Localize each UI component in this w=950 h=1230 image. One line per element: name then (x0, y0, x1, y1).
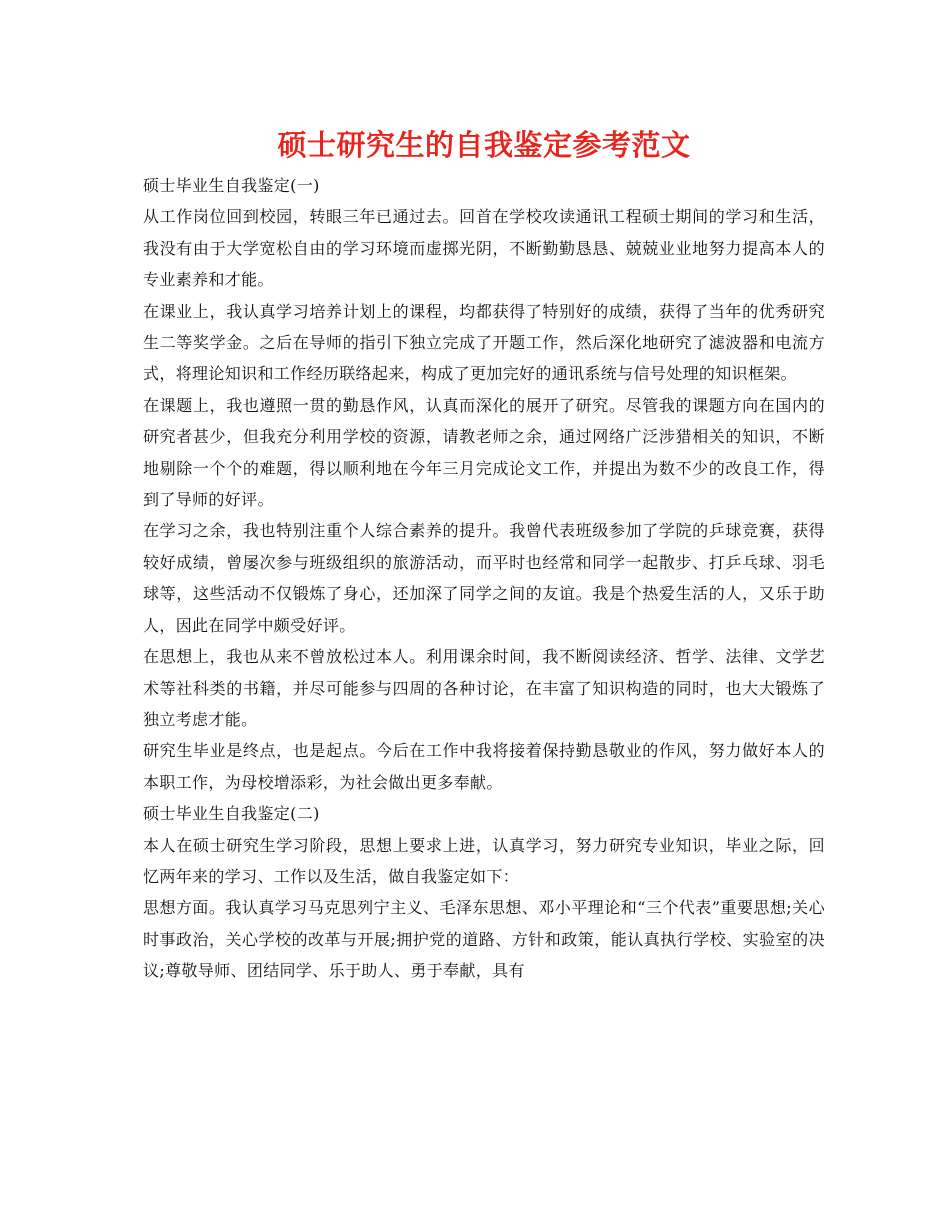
paragraph: 在课业上，我认真学习培养计划上的课程，均都获得了特别好的成绩，获得了当年的优秀研究生二等奖学金。之后在导师的指引下独立完成了开题工作，然后深化地研究了滤波器和电流方式，将理论知识和工作经历联络起来，构成了更加完好的通讯系统与信号处理的知识框架。 (143, 301, 825, 384)
section-heading-2: 硕士毕业生自我鉴定(二) (143, 804, 320, 824)
paragraph: 在思想上，我也从来不曾放松过本人。利用课余时间，我不断阅读经济、哲学、法律、文学艺术等社科类的书籍，并尽可能参与四周的各种讨论，在丰富了知识构造的同时，也大大锻炼了独立考虑才能。 (143, 647, 825, 729)
paragraph: 本人在硕士研究生学习阶段，思想上要求上进，认真学习，努力研究专业知识，毕业之际，回忆两年来的学习、工作以及生活，做自我鉴定如下： (143, 835, 825, 886)
document-title: 硕士研究生的自我鉴定参考范文 (277, 128, 691, 162)
paragraph: 思想方面。我认真学习马克思列宁主义、毛泽东思想、邓小平理论和“三个代表”重要思想;关心时事政治，关心学校的改革与开展;拥护党的道路、方针和政策，能认真执行学校、实验室的决议;尊敬导师、团结同学、乐于助人、勇于奉献，具有 (143, 898, 825, 981)
section-heading-1: 硕士毕业生自我鉴定(一) (143, 176, 320, 195)
paragraph: 从工作岗位回到校园，转眼三年已通过去。回首在学校攻读通讯工程硕士期间的学习和生活，我没有由于大学宽松自由的学习环境而虚掷光阴，不断勤勤恳恳、兢兢业业地努力提高本人的专业素养和才能。 (143, 207, 825, 290)
document-body (143, 170, 825, 987)
paragraph: 研究生毕业是终点，也是起点。今后在工作中我将接着保持勤恳敬业的作风，努力做好本人的本职工作，为母校增添彩，为社会做出更多奉献。 (143, 741, 825, 792)
paragraph: 在课题上，我也遵照一贯的勤恳作风，认真而深化的展开了研究。尽管我的课题方向在国内的研究者甚少，但我充分利用学校的资源，请教老师之余，通过网络广泛涉猎相关的知识，不断地剔除一个个的难题，得以顺利地在今年三月完成论文工作，并提出为数不少的改良工作，得到了导师的好评。 (143, 395, 825, 510)
paragraph: 在学习之余，我也特别注重个人综合素养的提升。我曾代表班级参加了学院的乒球竞赛，获得较好成绩，曾屡次参与班级组织的旅游活动，而平时也经常和同学一起散步、打乒乓球、羽毛球等，这些活动不仅锻炼了身心，还加深了同学之间的友谊。我是个热爱生活的人，又乐于助人，因此在同学中颇受好评。 (143, 521, 825, 635)
document-page (143, 120, 825, 987)
